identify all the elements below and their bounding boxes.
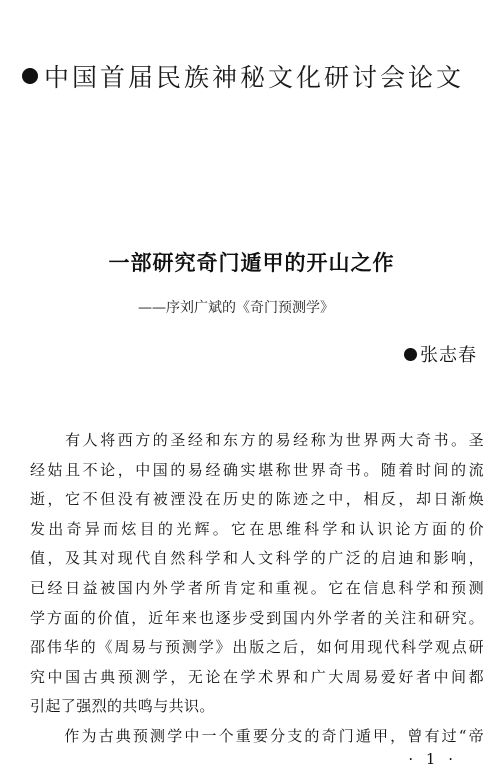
body-line: 作为古典预测学中一个重要分支的奇门遁甲，曾有过“帝 [30,726,484,745]
body-line: 有人将西方的圣经和东方的易经称为世界两大奇书。圣 [30,431,484,449]
author-name: 张志春 [420,345,477,366]
body-line: 学方面的价值，近年来也逐步受到国内外学者的关注和研究。 [30,608,484,627]
body-line: 逝，它不但没有被湮没在历史的陈迹之中，相反，却日渐焕 [30,490,484,509]
body-text [30,426,484,752]
body-line: 值，及其对现代自然科学和人文科学的广泛的启迪和影响， [30,549,484,568]
author-line [404,341,477,367]
body-line: 引起了强烈的共鸣与共识。 [30,697,215,716]
page-number: · 1 · [408,750,457,768]
body-line: 邵伟华的《周易与预测学》出版之后，如何用现代科学观点研 [30,638,484,657]
bullet-icon [404,348,417,361]
series-header [22,58,464,94]
body-line: 究中国古典预测学，无论在学术界和广大周易爱好者中间都 [30,667,484,686]
body-line: 发出奇异而炫目的光辉。它在思维科学和认识论方面的价 [30,519,484,538]
bullet-icon [22,68,38,84]
body-line: 经姑且不论，中国的易经确实堪称世界奇书。随着时间的流 [30,460,484,479]
series-label: 中国首届民族神秘文化研讨会论文 [44,63,465,92]
article-title: 一部研究奇门遁甲的开山之作 [108,251,395,275]
article-subtitle: ——序刘广斌的《奇门预测学》 [138,300,334,316]
body-line: 已经日益被国内外学者所肯定和重视。它在信息科学和预测 [30,578,484,597]
